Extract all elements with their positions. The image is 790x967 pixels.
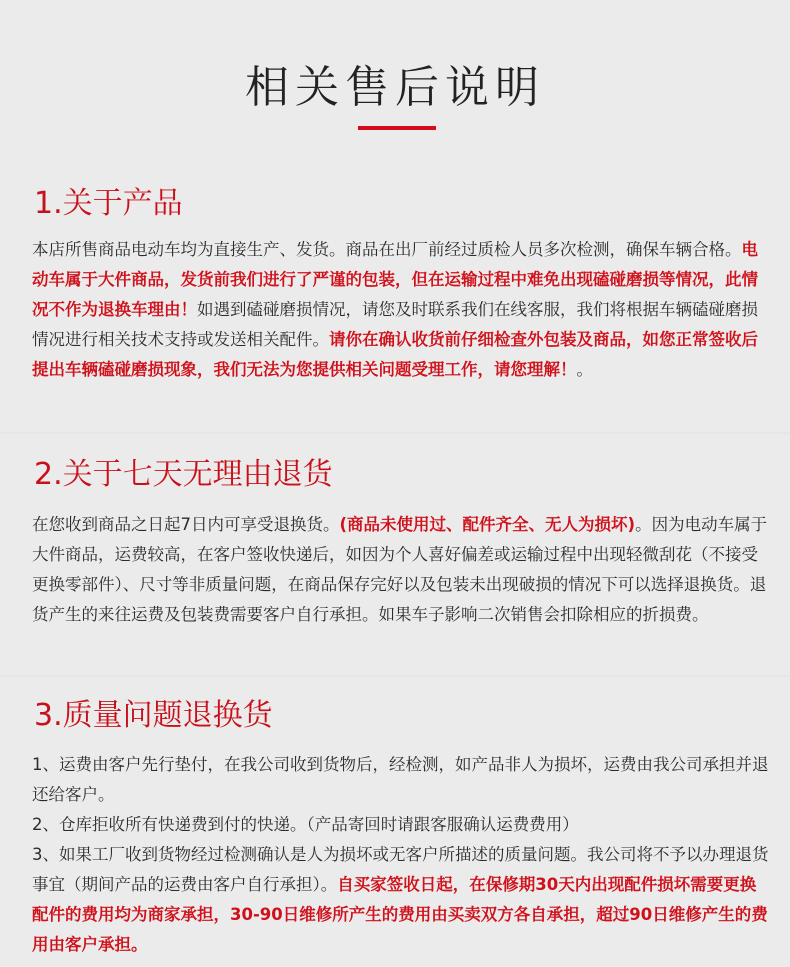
return-text-1: 在您收到商品之日起7日内可享受退换货。	[32, 515, 340, 534]
return-text-2: 。因为电动车属于大件商品，运费较高，在客户签收快递后，如因为个人喜好偏差或运输过程中出现轻微刮花（不接受更换零部件）、尺寸等非质量问题，在商品保存完好以及包装未出现破损的情况下可以选择退换货。退货产生的来往运费及包装费需要客户自行承担。如果车子影响二次销售会扣除相应的折损费。	[32, 515, 768, 624]
title-underline	[358, 126, 436, 130]
quality-item-1: 1、运费由客户先行垫付，在我公司收到货物后，经检测，如产品非人为损坏，运费由我公司承担并退还给客户。	[32, 755, 769, 804]
section-divider	[0, 432, 790, 434]
product-text-2: 如遇到磕碰磨损情况，请您及时联系我们在线客服，我们将根据车辆磕碰磨损情况进行相关技术支持或发送相关配件。	[32, 300, 758, 349]
product-warning-1: 电动车属于大件商品，发货前我们进行了严谨的包装，但在运输过程中难免出现磕碰磨损等情况，此情况不作为退换车理由！	[32, 240, 758, 319]
section-body-return	[32, 510, 770, 630]
section-heading-product: 1.关于产品	[34, 186, 183, 221]
section-body-quality	[32, 750, 772, 960]
section-heading-quality: 3.质量问题退换货	[34, 698, 273, 733]
return-condition: (商品未使用过、配件齐全、无人为损坏)	[339, 515, 636, 534]
section-body-product	[32, 235, 770, 385]
quality-item-3-text: 3、如果工厂收到货物经过检测确认是人为损坏或无客户所描述的质量问题。我公司将不予以办理退货事宜（期间产品的运费由客户自行承担）。	[32, 845, 769, 894]
quality-item-3-warranty: 自买家签收日起，在保修期30天内出现配件损坏需要更换配件的费用均为商家承担，30-90日维修所产生的费用由买卖双方各自承担，超过90日维修产生的费用由客户承担。	[32, 875, 768, 954]
section-heading-return: 2.关于七天无理由退货	[34, 457, 333, 492]
quality-item-2: 2、仓库拒收所有快递费到付的快递。（产品寄回时请跟客服确认运费费用）	[32, 815, 579, 834]
quality-item-3	[32, 840, 772, 960]
product-text-1: 本店所售商品电动车均为直接生产、发货。商品在出厂前经过质检人员多次检测，确保车辆合格。	[32, 240, 742, 259]
section-divider	[0, 675, 790, 677]
product-warning-2: 请你在确认收货前仔细检查外包装及商品，如您正常签收后提出车辆磕碰磨损现象，我们无法为您提供相关问题受理工作，请您理解！	[32, 330, 758, 379]
product-text-3: 。	[576, 360, 593, 379]
page-title: 相关售后说明	[245, 62, 545, 113]
